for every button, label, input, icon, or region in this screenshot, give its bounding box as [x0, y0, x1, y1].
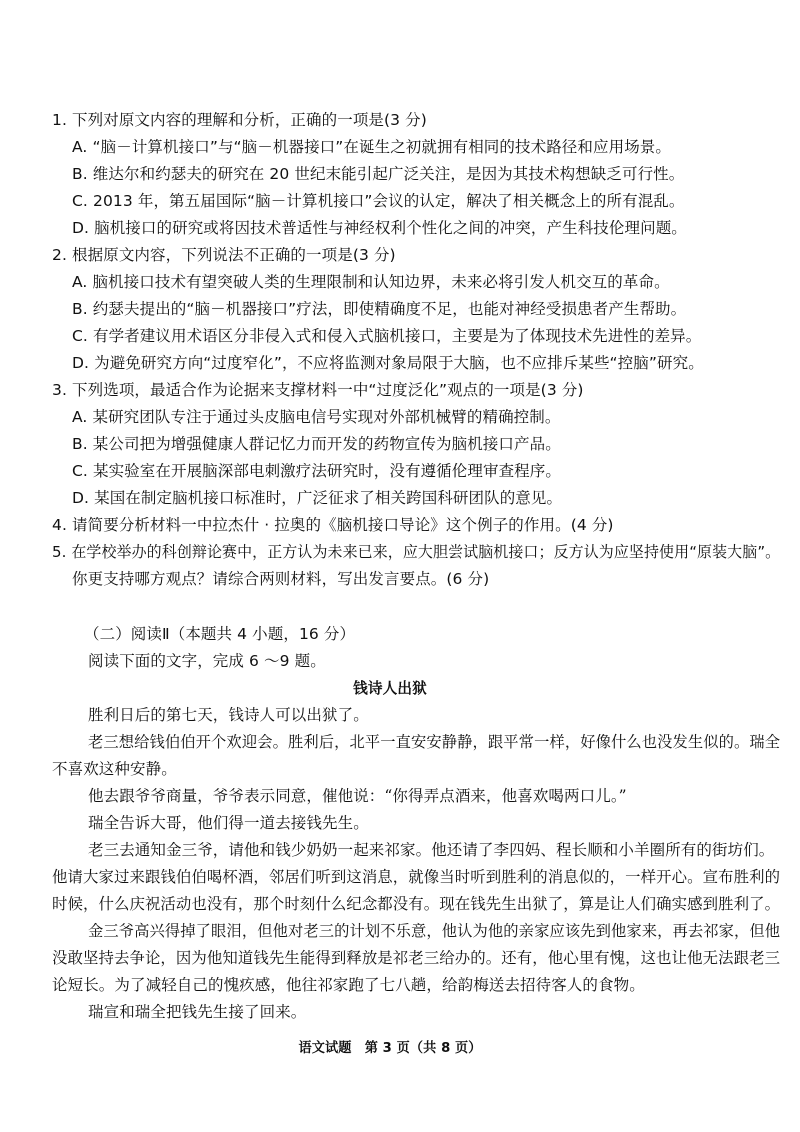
question-1-option-a: A. “脑－计算机接口”与“脑－机器接口”在诞生之初就拥有相同的技术路径和应用场景。	[72, 138, 672, 156]
question-5-line-2: 你更支持哪方观点？请综合两则材料，写出发言要点。(6 分)	[72, 570, 490, 588]
question-1-option-d: D. 脑机接口的研究或将因技术普适性与神经权利个性化之间的冲突，产生科技伦理问题。	[72, 219, 687, 237]
section-heading: （二）阅读Ⅱ（本题共 4 小题，16 分）	[84, 625, 356, 643]
passage-line: 金三爷高兴得掉了眼泪，但他对老三的计划不乐意，他认为他的亲家应该先到他家来，再去祁家，但他	[88, 922, 781, 940]
passage-line: 他请大家过来跟钱伯伯喝杯酒，邻居们听到这消息，就像当时听到胜利的消息似的，一样开心。宣布胜利的	[52, 868, 781, 886]
question-3-option-a: A. 某研究团队专注于通过头皮脑电信号实现对外部机械臂的精确控制。	[72, 408, 561, 426]
passage-line: 瑞宣和瑞全把钱先生接了回来。	[88, 1003, 307, 1021]
passage-line: 老三想给钱伯伯开个欢迎会。胜利后，北平一直安安静静，跟平常一样，好像什么也没发生似的。瑞全	[88, 733, 781, 751]
question-3-option-b: B. 某公司把为增强健康人群记忆力而开发的药物宣传为脑机接口产品。	[72, 435, 561, 453]
question-1-option-b: B. 维达尔和约瑟夫的研究在 20 世纪末能引起广泛关注，是因为其技术构想缺乏可行性。	[72, 165, 685, 183]
question-5-line-1: 5. 在学校举办的科创辩论赛中，正方认为未来已来，应大胆尝试脑机接口；反方认为应坚持使用“原装大脑”。	[52, 543, 781, 561]
question-2-option-b: B. 约瑟夫提出的“脑－机器接口”疗法，即使精确度不足，也能对神经受损患者产生帮助。	[72, 300, 687, 318]
question-2-option-a: A. 脑机接口技术有望突破人类的生理限制和认知边界，未来必将引发人机交互的革命。	[72, 273, 670, 291]
passage-line: 论短长。为了减轻自己的愧疚感，他往祁家跑了七八趟，给韵梅送去招待客人的食物。	[52, 976, 645, 994]
question-4: 4. 请简要分析材料一中拉杰什 · 拉奥的《脑机接口导论》这个例子的作用。(4 分)	[52, 516, 614, 534]
question-3-option-c: C. 某实验室在开展脑深部电刺激疗法研究时，没有遵循伦理审查程序。	[72, 462, 561, 480]
question-1-stem: 1. 下列对原文内容的理解和分析，正确的一项是(3 分)	[52, 111, 427, 129]
question-2-stem: 2. 根据原文内容，下列说法不正确的一项是(3 分)	[52, 246, 396, 264]
passage-title: 钱诗人出狱	[353, 679, 427, 697]
passage-line: 不喜欢这种安静。	[52, 760, 177, 778]
passage-line: 胜利日后的第七天，钱诗人可以出狱了。	[88, 706, 369, 724]
question-3-option-d: D. 某国在制定脑机接口标准时，广泛征求了相关跨国科研团队的意见。	[72, 489, 563, 507]
passage-line: 他去跟爷爷商量，爷爷表示同意，催他说：“你得弄点酒来，他喜欢喝两口儿。”	[88, 787, 627, 805]
page-footer: 语文试题 第 3 页（共 8 页）	[298, 1040, 482, 1056]
section-instruction: 阅读下面的文字，完成 6 ～9 题。	[88, 652, 326, 670]
passage-line: 没敢坚持去争论，因为他知道钱先生能得到释放是祁老三给办的。还有，他心里有愧，这也让他无法跟老三	[52, 949, 781, 967]
passage-line: 老三去通知金三爷，请他和钱少奶奶一起来祁家。他还请了李四妈、程长顺和小羊圈所有的街坊们。	[88, 841, 775, 859]
question-2-option-c: C. 有学者建议用术语区分非侵入式和侵入式脑机接口，主要是为了体现技术先进性的差异。	[72, 327, 702, 345]
question-1-option-c: C. 2013 年，第五届国际“脑－计算机接口”会议的认定，解决了相关概念上的所有混乱。	[72, 192, 685, 210]
passage-line: 瑞全告诉大哥，他们得一道去接钱先生。	[88, 814, 369, 832]
passage-line: 时候，什么庆祝活动也没有，那个时刻什么纪念都没有。现在钱先生出狱了，算是让人们确实感到胜利了。	[52, 895, 781, 913]
question-2-option-d: D. 为避免研究方向“过度窄化”，不应将监测对象局限于大脑，也不应排斥某些“控脑”研究。	[72, 354, 704, 372]
question-3-stem: 3. 下列选项，最适合作为论据来支撑材料一中“过度泛化”观点的一项是(3 分)	[52, 381, 584, 399]
